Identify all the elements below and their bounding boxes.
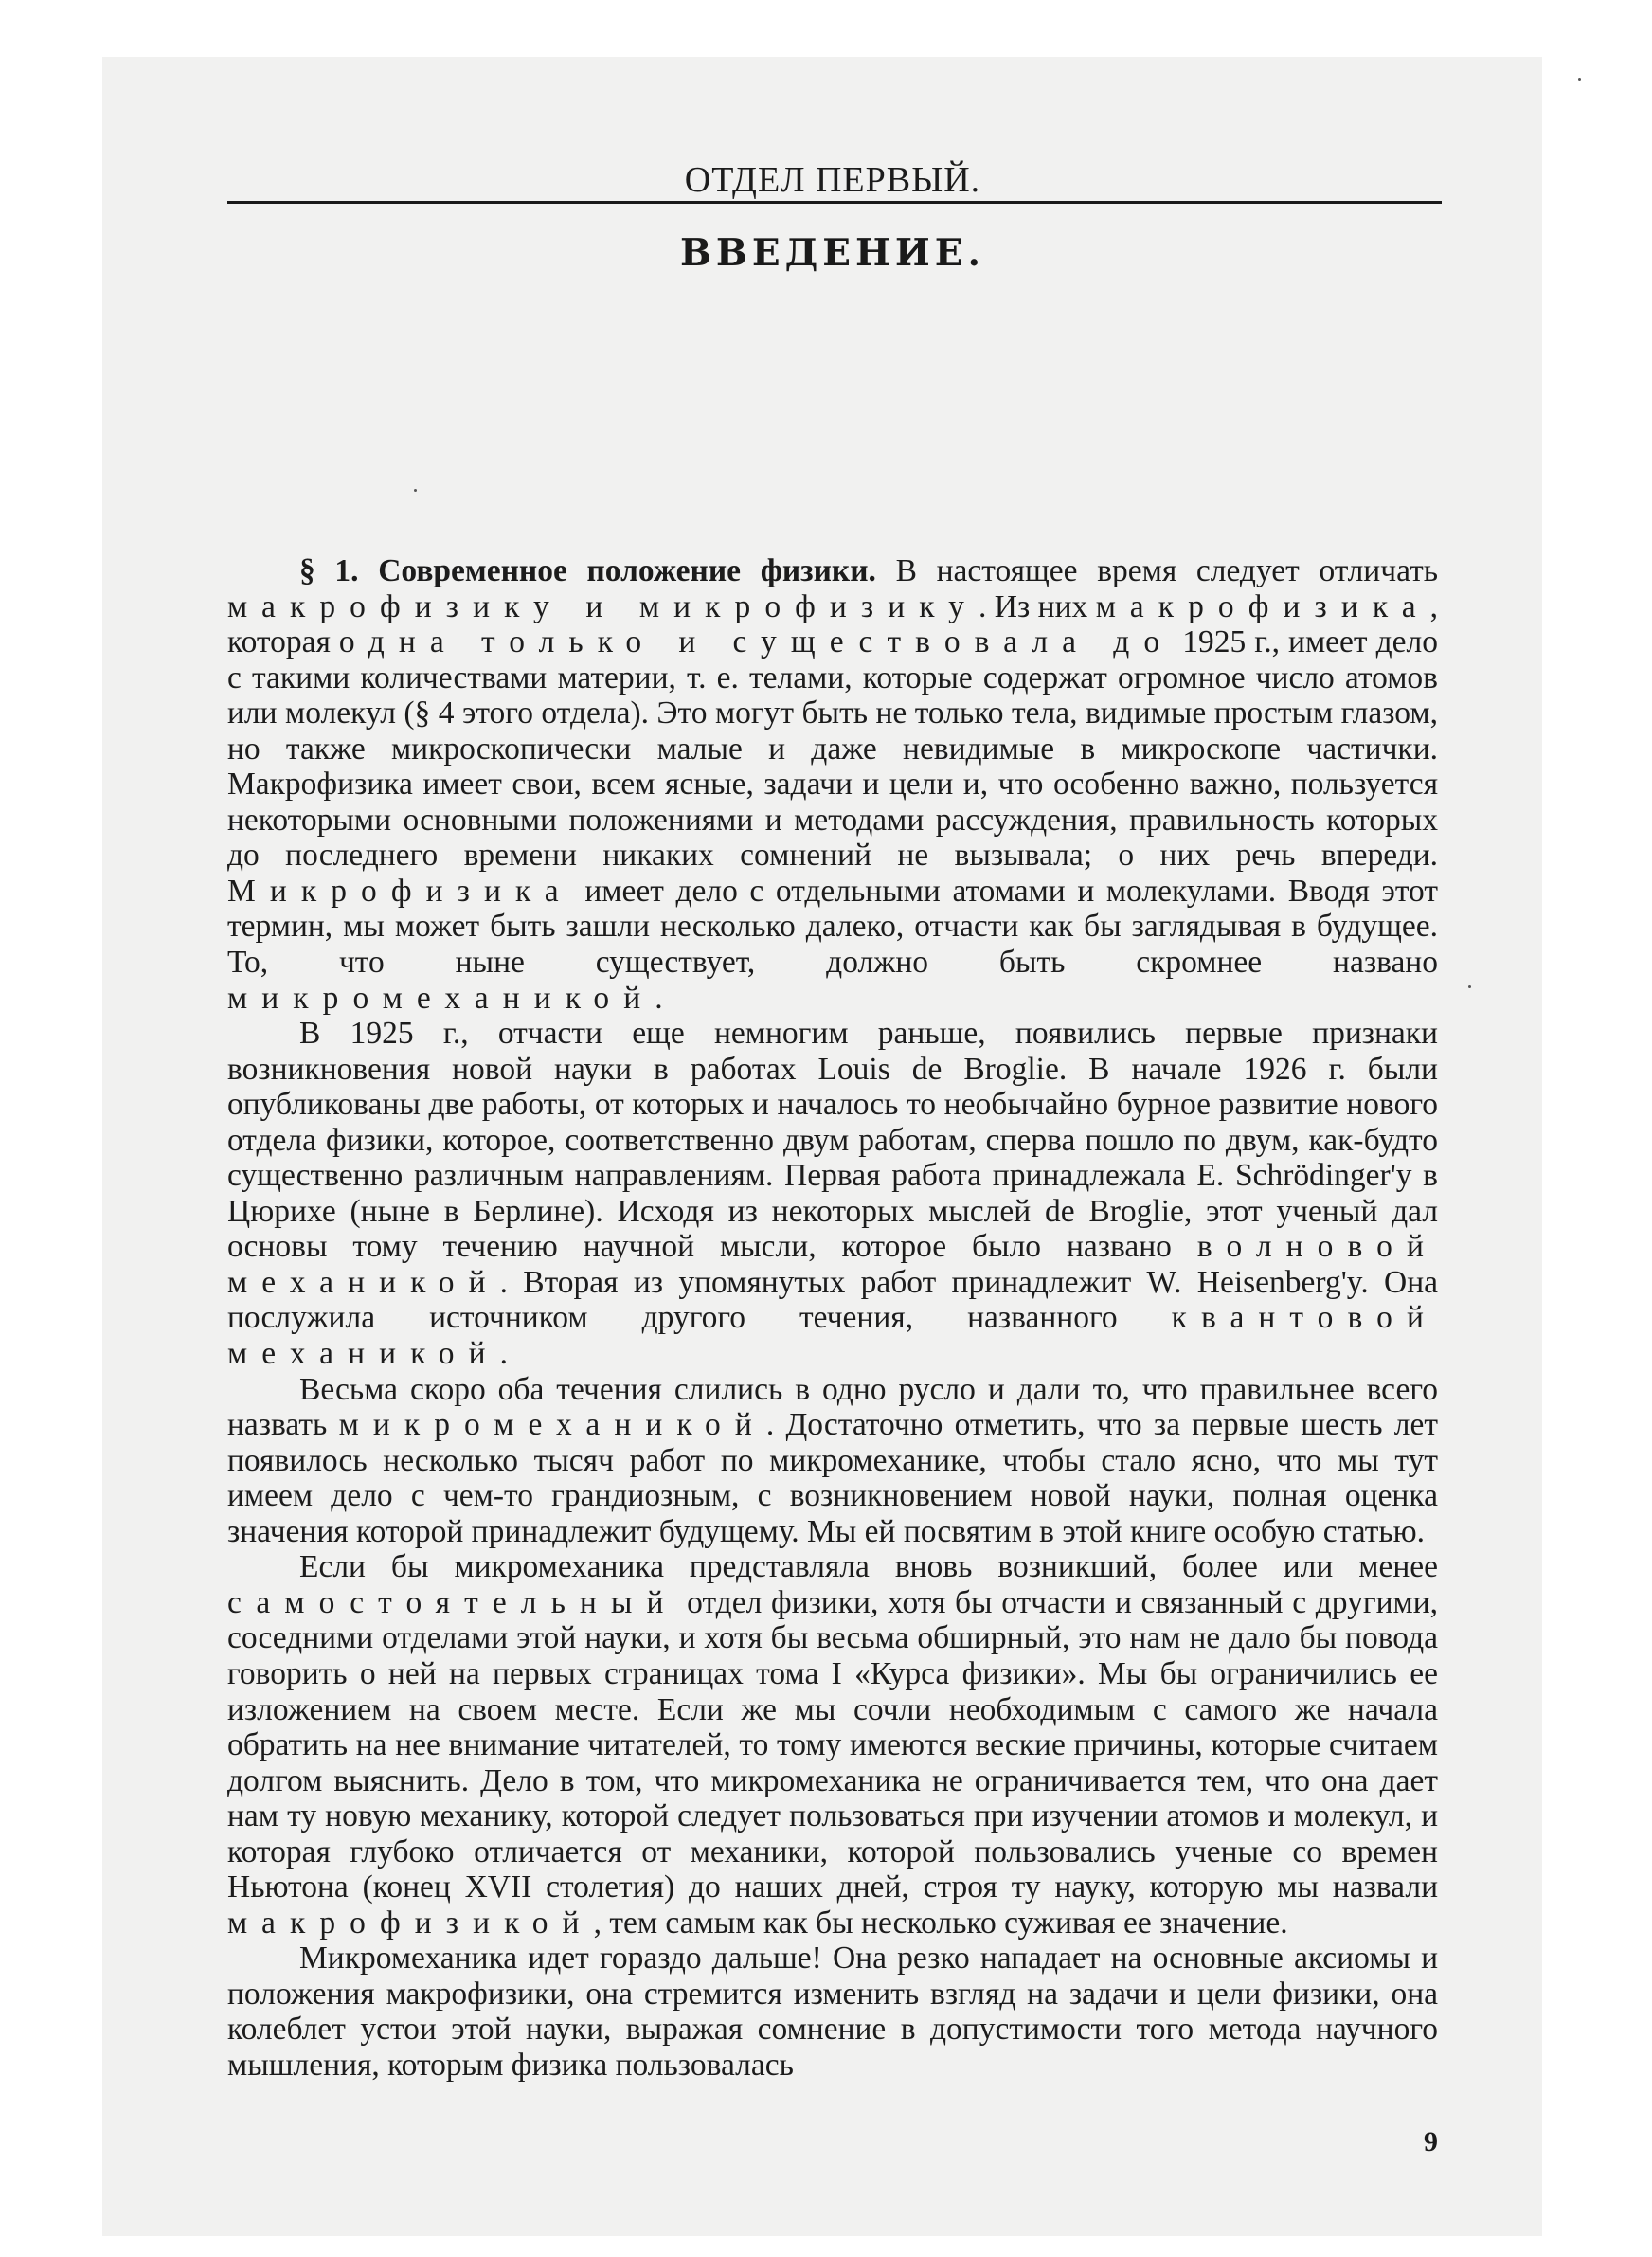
- text-run: имеет дело с отдельными атомами и молекулами. Вводя этот термин, мы может быть зашли несколько далеко, отчасти как бы заглядывая в будущее. То, что ныне существует, должно быть скромнее названо: [227, 873, 1438, 981]
- book-page: [227, 0, 1438, 2257]
- text-run: , тем самым как бы несколько суживая ее значение.: [593, 1905, 1288, 1941]
- text-run: , которая: [227, 588, 1439, 660]
- emphasized-term: самостоятельный: [227, 1584, 678, 1620]
- paragraph: [227, 1016, 1438, 1371]
- text-run: Микромеханика идет гораздо дальше! Она резко нападает на основные аксиомы и положения макрофизики, она стремится изменить взгляд на задачи и цели физики, она колеблет устои этой науки, выражая сомнение в допустимости того метода научного мышления, которым физика пользовалась: [227, 1941, 1438, 2083]
- text-run: отдел физики, хотя бы отчасти и связанный с другими, соседними отделами этой науки, и хотя бы весьма обширный, это нам не дало бы повода говорить о ней на первых страницах тома I «Курса физики». Мы бы ограничились ее изложением на своем месте. Если же мы сочли необходимым с самого же начала обратить на нее внимание читателей, то тому имеются веские причины, которые считаем долгом выяснить. Дело в том, что микромеханика не ограничивается тем, что она дает нам ту новую механику, которой следует пользоваться при изучении атомов и молекул, и которая глубоко отличается от механики, которой пользовались ученые со времен Ньютона (конец XVII столетия) до наших дней, строя ту науку, которую мы назвали: [227, 1584, 1438, 1905]
- paragraph: [227, 553, 1438, 1016]
- section-heading: ОТДЕЛ ПЕРВЫЙ.: [684, 160, 981, 200]
- text-run: Если бы микромеханика представляла вновь возникший, более или менее: [299, 1549, 1438, 1585]
- text-run: . Достаточно отметить, что за первые шесть лет появилось несколько тысяч работ по микромеханике, чтобы стало ясно, что мы тут имеем дело с чем-то грандиозным, с возникновением новой науки, полная оценка значения которой принадлежит будущему. Мы ей посвятим в этой книге особую статью.: [227, 1407, 1438, 1549]
- emphasized-term: квантовой механикой: [227, 1300, 1438, 1372]
- section-subheading: § 1. Современное положение физики.: [299, 553, 876, 588]
- text-run: . Вторая из упомянутых работ принадлежит W. Heisenberg'y. Она послужила источником другого течения, названного: [227, 1264, 1438, 1336]
- scan-speck: [414, 489, 417, 492]
- paragraph: [227, 1372, 1438, 1550]
- emphasized-term: волновой механикой: [227, 1229, 1438, 1300]
- body-text: [227, 553, 1438, 2084]
- scan-speck: [1468, 985, 1471, 988]
- scan-speck: [1578, 78, 1581, 81]
- emphasized-term: макрофизика: [1095, 588, 1430, 624]
- emphasized-term: макрофизику и микрофизику: [227, 588, 979, 624]
- paragraph: [227, 1549, 1438, 1941]
- text-run: 1925 г., имеет дело с такими количествами материи, т. е. телами, которые содержат огромное число атомов или молекул (§ 4 этого отдела). Это могут быть не только тела, видимые простым глазом, но также микроскопически малые и даже невидимые в микроскопе частички. Макрофизика имеет свои, всем ясные, задачи и цели и, что особенно важно, пользуется некоторыми основными положениями и методами рассуждения, правильность которых до последнего времени никаких сомнений не вызывала; о них речь впереди.: [227, 624, 1438, 874]
- emphasized-term: микромеханикой: [338, 1407, 766, 1443]
- emphasized-term: Микрофизика: [227, 873, 573, 909]
- heading-rule: [227, 201, 1442, 204]
- chapter-title: ВВЕДЕНИЕ.: [679, 231, 986, 275]
- text-run: В настоящее время следует отличать: [875, 553, 1438, 588]
- emphasized-term: макрофизикой: [227, 1905, 594, 1941]
- paragraph: [227, 1941, 1438, 2083]
- text-run: . Из них: [978, 588, 1096, 624]
- text-run: .: [499, 1336, 508, 1372]
- text-run: Весьма скоро оба течения слились в одно русло и дали то, что правильнее всего назвать: [227, 1371, 1438, 1443]
- text-run: .: [655, 980, 663, 1016]
- text-run: В 1925 г., отчасти еще немногим раньше, появились первые признаки возникновения новой науки в работах Louis de Broglie. В начале 1926 г. были опубликованы две работы, от которых и началось то необычайно бурное развитие нового отдела физики, которое, соответственно двум работам, сперва пошло по двум, как-будто существенно различным направлениям. Первая работа принадлежала E. Schrödinger'y в Цюрихе (ныне в Берлине). Исходя из некоторых мыслей de Broglie, этот ученый дал основы тому течению научной мысли, которое было названо: [227, 1016, 1438, 1265]
- emphasized-term: микромеханикой: [227, 980, 655, 1016]
- emphasized-term: одна только и существовала до: [338, 624, 1175, 660]
- page-number: 9: [1424, 2126, 1438, 2158]
